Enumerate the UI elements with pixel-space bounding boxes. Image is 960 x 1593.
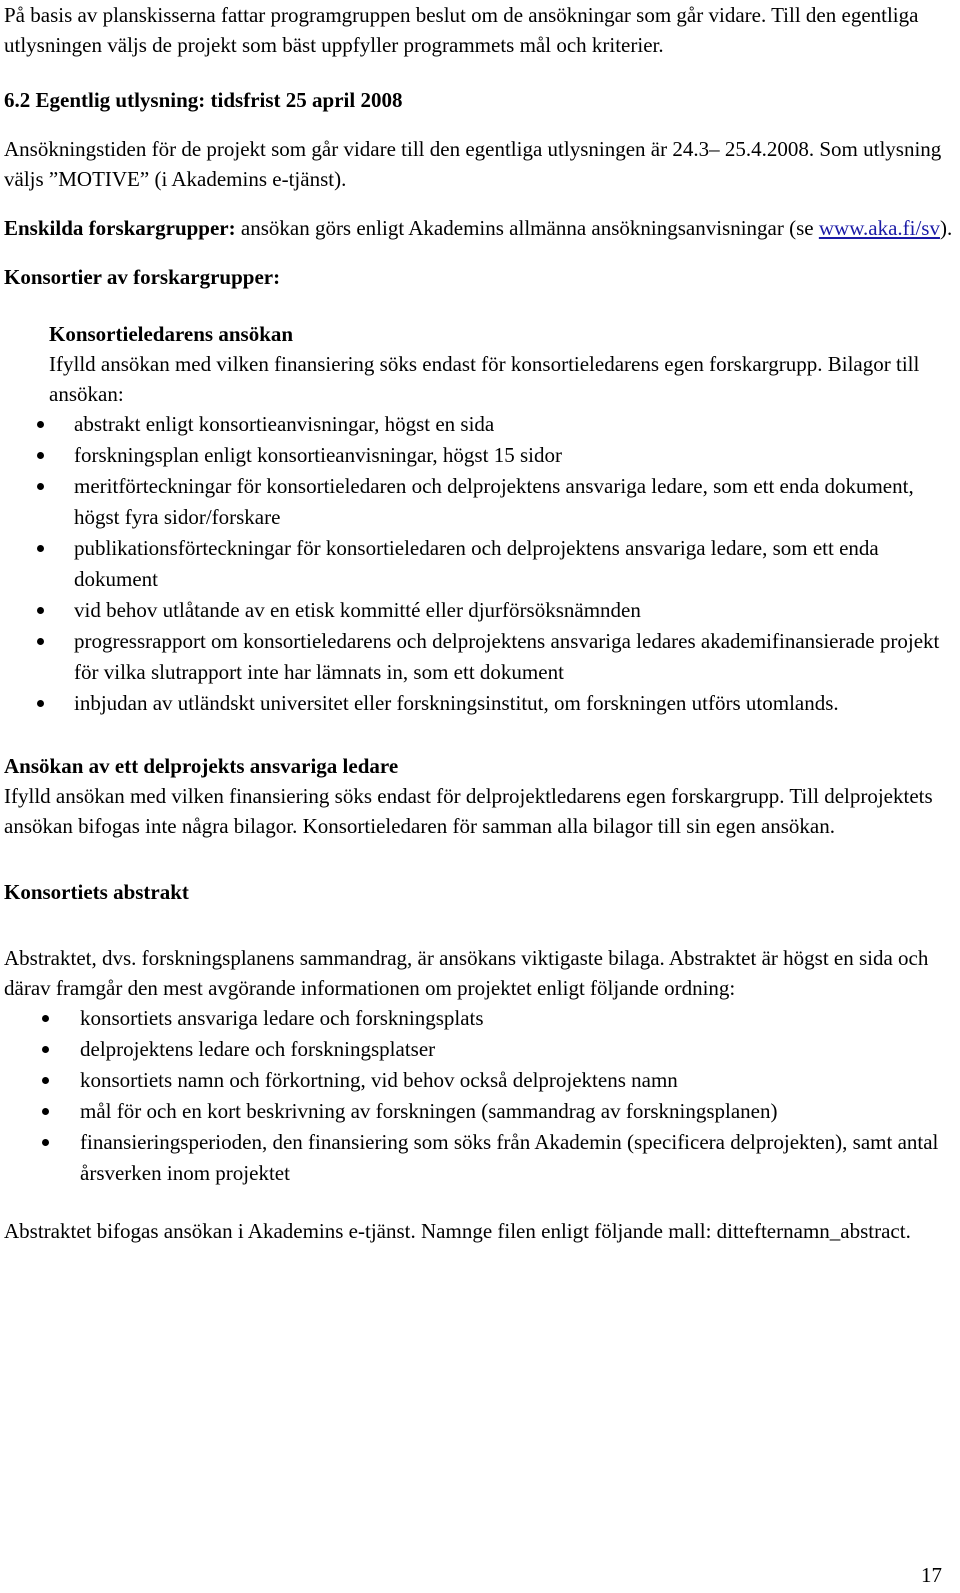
aka-link[interactable]: www.aka.fi/sv: [818, 216, 940, 240]
list-item: konsortiets namn och förkortning, vid behov också delprojektens namn: [4, 1065, 956, 1096]
bullet-icon: [37, 452, 44, 459]
list-item: progressrapport om konsortieledarens och delprojektens ansvariga ledares akademifinansierade projekt för vilka slutrapport inte har lämnats in, som ett dokument: [4, 626, 956, 688]
bullet-icon: [42, 1046, 49, 1053]
bullet-icon: [37, 421, 44, 428]
bullet-icon: [37, 700, 44, 707]
bullet-icon: [37, 545, 44, 552]
individual-groups-text-end: ).: [939, 216, 953, 240]
bullet-icon: [42, 1077, 49, 1084]
individual-groups-label: Enskilda forskargrupper:: [4, 216, 236, 240]
consortia-heading: Konsortier av forskargrupper:: [4, 265, 281, 289]
bullet-icon: [37, 607, 44, 614]
list-item: meritförteckningar för konsortieledaren och delprojektens ansvariga ledare, som ett enda dokument, högst fyra sidor/forskare: [4, 471, 956, 533]
subproject-leader-text: Ifylld ansökan med vilken finansiering söks endast för delprojektledarens egen forskargrupp. Till delprojektets ansökan bifogas inte några bilagor. Konsortieledaren för samman alla bilagor till sin egen ansökan.: [4, 784, 933, 838]
individual-groups-paragraph: [4, 213, 956, 243]
abstract-closing: Abstraktet bifogas ansökan i Akademins e-tjänst. Namnge filen enligt följande mall: dittefternamn_abstract.: [4, 1219, 911, 1243]
list-item: abstrakt enligt konsortieanvisningar, högst en sida: [4, 409, 956, 440]
page-number: 17: [921, 1563, 942, 1587]
list-item: vid behov utlåtande av en etisk kommitté eller djurförsöksnämnden: [4, 595, 956, 626]
abstract-order-list: [4, 1003, 956, 1189]
document-page: [4, 0, 956, 1246]
abstract-heading: Konsortiets abstrakt: [4, 880, 189, 904]
bullet-icon: [37, 483, 44, 490]
intro-paragraph: På basis av planskisserna fattar programgruppen beslut om de ansökningar som går vidare. Till den egentliga utlysningen väljs de projekt som bäst uppfyller programmets mål och kriterier.: [4, 3, 919, 57]
bullet-icon: [42, 1015, 49, 1022]
application-period-paragraph: Ansökningstiden för de projekt som går vidare till den egentliga utlysningen är 24.3– 25.4.2008. Som utlysning väljs ”MOTIVE” (i Akademins e-tjänst).: [4, 137, 942, 191]
list-item: mål för och en kort beskrivning av forskningen (sammandrag av forskningsplanen): [4, 1096, 956, 1127]
list-item: inbjudan av utländskt universitet eller forskningsinstitut, om forskningen utförs utomlands.: [4, 688, 956, 719]
abstract-text: Abstraktet, dvs. forskningsplanens sammandrag, är ansökans viktigaste bilaga. Abstraktet är högst en sida och därav framgår den mest avgörande informationen om projektet enligt följande ordning:: [4, 946, 929, 1000]
list-item: konsortiets ansvariga ledare och forskningsplats: [4, 1003, 956, 1034]
list-item: finansieringsperioden, den finansiering som söks från Akademin (specificera delprojekten), samt antal årsverken inom projektet: [4, 1127, 956, 1189]
consortium-leader-text: Ifylld ansökan med vilken finansiering söks endast för konsortieledarens egen forskargrupp. Bilagor till ansökan:: [49, 352, 920, 406]
individual-groups-text: ansökan görs enligt Akademins allmänna ansökningsanvisningar (se: [235, 216, 819, 240]
list-item: forskningsplan enligt konsortieanvisningar, högst 15 sidor: [4, 440, 956, 471]
bullet-icon: [37, 638, 44, 645]
consortium-leader-section: [4, 319, 956, 409]
attachments-list: [4, 409, 956, 719]
list-item: delprojektens ledare och forskningsplatser: [4, 1034, 956, 1065]
consortium-leader-heading: Konsortieledarens ansökan: [49, 322, 294, 346]
section-heading: 6.2 Egentlig utlysning: tidsfrist 25 april 2008: [4, 88, 403, 112]
bullet-icon: [42, 1108, 49, 1115]
subproject-leader-heading: Ansökan av ett delprojekts ansvariga ledare: [4, 754, 399, 778]
list-item: publikationsförteckningar för konsortieledaren och delprojektens ansvariga ledare, som ett enda dokument: [4, 533, 956, 595]
bullet-icon: [42, 1139, 49, 1146]
